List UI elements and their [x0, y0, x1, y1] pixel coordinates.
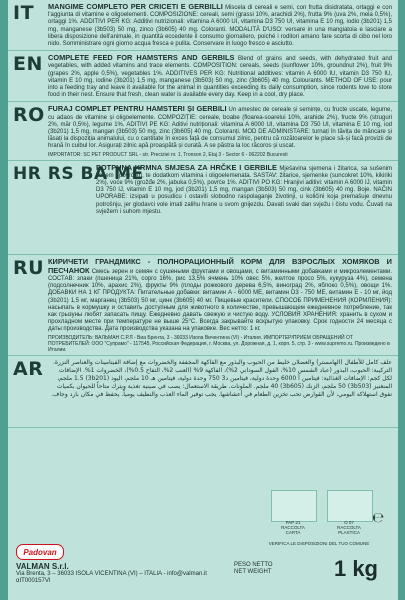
- net-weight-label-it: PESO NETTO: [234, 562, 273, 568]
- body-it: Miscela di cereali e semi, con frutta disidratata, ortaggi e con l'aggiunta di vitamine e oligoelementi. COMPOSIZIONE: cereali, semi (grassi 10%, arachidi 2%), frutta 9% (uva 2%, mela 0,5%), ortaggi 1%. ADDITIVI PER KG: Additivi nutrizionali: vitamina A 6000 UI, vitamina D3 750 UI, vitamina E 10 mg, iodio (3b201) 1,5 mg, manganese (3b503) 50 mg, zinco (3b605) 40 mg. Coloranti. MODALITÀ D'USO: versare in una mangiatoia e lasciare a libera disposizione dell'animale, in quantità eccedente il consumo giornaliero, poiché i roditori amano fare scorta di cibo nel loro nido. Somministrare ogni giorno acqua fresca e pulita. Conservare in luogo fresco e asciutto.: [48, 5, 392, 48]
- title-it: MANGIME COMPLETO PER CRICETI E GERBILLI: [48, 2, 223, 11]
- language-code-en: EN: [13, 53, 43, 76]
- body-ar: علف كامل للأطفال (الهامستر) والعضلان خليط من الحبوب والبذور مع الفاكهة المجففة والخضروات مع إضافة الفيتامينات والعناصر النزرة. التركيبة: الحبوب، البذور (عباد الشمس 10%، الفول السوداني 2%)، الفاكهة 9% (العنب 2%، التفاح 0.5%)، الخضروات 1%. الإضافات لكل كجم: الإضافات الغذائية: فيتامين أ 6000 وحدة دولية، فيتامين د3 750 وحدة دولية، فيتامين هـ 10 ملجم، اليود (3b201) 1.5 ملجم، المنغنيز (3b503) 50 ملجم، الزنك (3b605) 40 ملجم. الملونات. طريقة الاستعمال: يصب في صينية تغذية ويترك متاحاً للحيوان بكميات تفوق استهلاكه اليومي، لأن القوارض تحب تخزين الطعام في أعشاشها. يجب توفير الماء العذب والنظيف يومياً. يحفظ في مكان بارد وجاف.: [51, 358, 392, 398]
- label-panel: [8, 0, 398, 600]
- title-en: COMPLETE FEED FOR HAMSTERS AND GERBILS: [48, 53, 235, 63]
- verify-notice: VERIFICA LE DISPOSIZIONI DEL TUO COMUNE: [268, 541, 370, 546]
- section-ru: [8, 255, 398, 356]
- section-ar: [8, 356, 398, 428]
- title-ro: FURAJ COMPLET PENTRU HAMSTERI ȘI GERBILI: [48, 104, 227, 114]
- net-weight-label-en: NET WEIGHT: [234, 569, 272, 575]
- recycle-label-paper: PAP 21 RACCOLTA CARTA: [281, 520, 305, 535]
- language-code-rs-ba-me: RS BA ME: [47, 163, 144, 184]
- net-weight-label: [234, 562, 273, 576]
- section-en: [8, 51, 398, 102]
- body-en: Blend of grains and seeds, with dehydrated fruit and vegetables, with added vitamins and trace elements. COMPOSITION: cereals, seeds (sunflower 10%, groundnut 2%), fruit 9% (grapes 2%, apple 0,5%), vegetables 1%. ADDITIVES PER KG: Nutritional additives: vitamin A 6000 IU, vitamin D3 750 IU, vitamin E 10 mg, iodine (3b201) 1,5 mg, manganese (3b503) 50 mg, zinc (3b605) 40 mg. Colourants. METHOD OF USE: pour into a feeding tray and leave it available for the animal in quantities exceeding its daily consumption, since rodents love to store food in their nest. Ensure that fresh, clean water is available every day. Keep in a cool, dry place.: [48, 56, 393, 99]
- company-address: Via Brenta, 3 – 36033 ISOLA VICENTINA (VI) – ITALIA - info@valman.it: [16, 571, 207, 577]
- body-ru: Смесь зерен и семян с сушеными фруктами и овощами, с витаминными добавками и микроэлементами. СОСТАВ: злаки (пшеница 21%, сорго 16%, рис 13,5% ячмень 10% овес 5%, желтое просо 5%, кукуруза 4%), семена (подсолнечник 10%, арахис 2%), фрукты 9% (плоды рожкового дерева 6,5%, виноград 2%, яблоко 0,5%), овощи 1%. ДОБАВКИ НА 1 КГ ПРОДУКТА: Питательные добавки: витамин А - 6000 МЕ, витамин D3 - 750 МЕ, витамин Е - 10 мг, йод (3b201) 1,5 мг, марганец (3b503) 50 мг, цинк (3b605) 40 мг. Пищевые красители. СПОСОБ ПРИМЕНЕНИЯ (КОРМЛЕНИЯ): насыпать в кормушку и оставить доступным для животного в количестве, превышающем ежедневное потребление, так как грызуны любят запасать пищу. Ежедневно давать свежую и чистую воду. УСЛОВИЯ ХРАНЕНИЯ: хранить в сухом и прохладном месте при температуре не выше 25°С. Всегда закрывайте вскрытую упаковку. Срок годности 24 месяца с даты производства. Дата производства указана на упаковке. Вес нетто: 1 кг.: [48, 268, 393, 333]
- language-code-ar: AR: [13, 357, 44, 380]
- section-it: [8, 0, 398, 51]
- footer: [8, 510, 398, 600]
- net-weight-value: 1 kg: [333, 556, 378, 581]
- estimated-sign-icon: ℮: [372, 510, 384, 526]
- title-ru: КИРИЧЕТИ ГРАНДМИКС - ПОЛНОРАЦИОННЫЙ КОРМ ДЛЯ ВЗРОСЛЫХ ХОМЯКОВ И ПЕСЧАНОК: [48, 256, 392, 275]
- company-info: [16, 562, 231, 585]
- language-code-it: IT: [13, 2, 35, 24]
- producer-ru: ПРОИЗВОДИТЕЛЬ: ВАЛЬМАН С.Р.Л - Виа Брента, 3 - 36033 Изола Вичентина (VI) - Италия. ИМПОРТЕР/ПРИЕМ ОБРАЩЕНИЙ ОТ ПОТРЕБИТЕЛЕЙ: ООО "Супрамо" - 117545, Российская Федерация, г. Москва, ул. Дорожная, д. 1, корп. 5, стр. 3 - www.supremo.ru. Произведено в Италии.: [48, 334, 390, 353]
- company-name: VALMAN S.r.l.: [16, 562, 69, 571]
- paper-box-icon: [271, 490, 317, 522]
- logo-text: Padovan: [23, 547, 57, 557]
- title-hr: POTPUNA KRMNA SMJESA ZA HRČKE I GERBILE: [96, 162, 277, 172]
- importer-ro: IMPORTATOR: SC PET PRODUCT SRL - str. Precizieі nr. 1, Tronson 2, Etaj 3 - Sector 6 - 062202 Bucuresti: [48, 151, 288, 158]
- padovan-logo: [16, 544, 64, 560]
- section-ro: [8, 102, 398, 160]
- company-code: αIT000157VI: [16, 578, 51, 584]
- language-code-hr: HR: [13, 163, 42, 184]
- body-ro: Un amestec de cereale și semințe, cu fructe uscate, legume, cu adaos de vitamine și oligoelemente. COMPOZIȚIE: cereale, boabe (floarea-soarelui 10%, arahide 2%), fructe 9% (struguri 2%, măr 0,5%), legume 1%. ADITIVI PE KG: Aditivi nutriționali: vitamina A 6000 UI, vitamina D3 750 UI, vitamina E 10 mg, iod (3b201) 1,5 mg, mangan (3b503) 50 mg, zinc (3b605) 40 mg. Coloranți. MOD DE ADMINISTARE: turnați în tăvița de mâncare și lăsați la dispoziția animalului, cu o cantitate în exces față de consumul zilnic, pentru că rozătoarelor le place să-și facă provizii de hrană în cuibul lor. Asigurați zilnic apă proaspătă și curată. A se păstra la loc răcoros și uscat.: [48, 107, 392, 150]
- section-hr: [8, 161, 398, 255]
- body-hr: Mješavina sjemena i žitarica, sa sušenim voćem i povrćem, te dodatkom vitamina i oligoelemenata. SASTAV: žitarice, sjemenke (suncokret 10%, kikiriki 2%), voće 9% (grožđe 2%, jabuka 0,5%), povrće 1%. ADITIVI PO KG: Hranjivi aditivi: vitamin A 6000 IJ, vitamin D3 750 IJ, vitamin E 10 mg, jod (3b201) 1,5 mg, mangan (3b503) 50 mg, cink (3b605) 40 mg. Boje. NAČIN UPORABE: izsipati u posudicu i ostaviti slobodno raspolaganje životinji, u količini koja premašuje dnevnu potrošnju, jer glodavci vole imati zalihu hrane u svom gnijezdu. Davati svaki dan svježu i čistu vodu. Čuvati na svježem i suhom mjestu.: [96, 165, 392, 215]
- recycle-label-plastic: O 07 RACCOLTA PLASTICA: [337, 520, 361, 535]
- recycling-info: [263, 490, 381, 536]
- plastic-bag-icon: [327, 490, 373, 522]
- language-code-ro: RO: [13, 104, 45, 127]
- language-code-ru: RU: [13, 256, 45, 279]
